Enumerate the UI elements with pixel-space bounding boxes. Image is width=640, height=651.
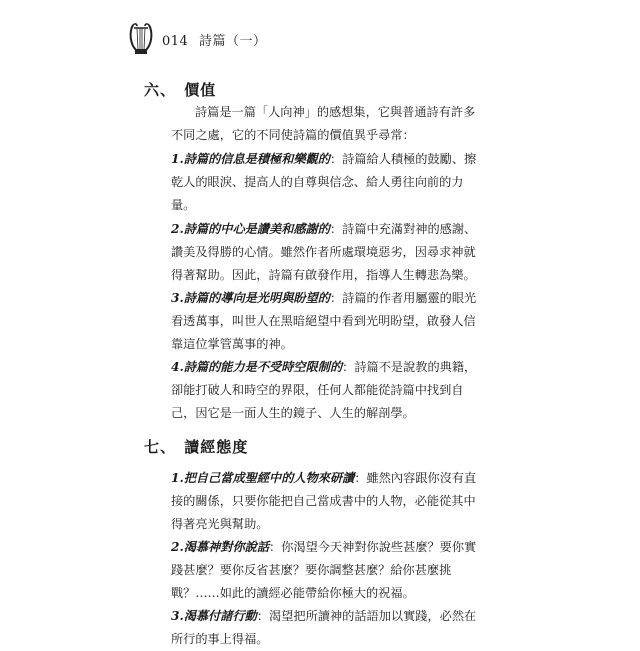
- section-number: 六、: [144, 81, 177, 99]
- section-number: 七、: [144, 438, 177, 456]
- list-item: [171, 536, 483, 605]
- item-text: ：你渴望今天神對你說些甚麼？要你實踐甚麼？要你反省甚麼？要你調整甚麼？給你甚麼挑戰？……如此的讀經必能帶給你極大的祝福。: [171, 540, 477, 600]
- intro-paragraph: 詩篇是一篇「人向神」的感想集，它與普通詩有許多不同之處，它的不同使詩篇的價值異乎尋常：: [171, 105, 476, 142]
- list-item: [171, 148, 483, 217]
- section-heading-value: [144, 79, 216, 100]
- section-title: 讀經態度: [184, 438, 249, 456]
- item-lead: 2.詩篇的中心是讚美和感謝的: [171, 222, 330, 236]
- item-lead: 1.把自己當成聖經中的人物來研讀: [171, 471, 355, 485]
- item-text: ：詩篇的作者用屬靈的眼光看透萬事，叫世人在黑暗絕望中看到光明盼望，啟發人信靠這位掌管萬事的神。: [171, 291, 477, 351]
- item-lead: 3.渴慕付諸行動: [171, 609, 257, 623]
- page-header: [128, 22, 266, 56]
- item-text: ：詩篇中充滿對神的感謝、讚美及得勝的心情。雖然作者所處環境惡劣，因尋求神就得著幫助。因此，詩篇有啟發作用，指導人生轉悲為樂。: [171, 222, 477, 282]
- item-lead: 4.詩篇的能力是不受時空限制的: [171, 360, 343, 374]
- item-text: ：雖然內容跟你沒有直接的關係，只要你能把自己當成書中的人物，必能從其中得著亮光與幫助。: [171, 471, 477, 531]
- running-head: [162, 30, 266, 49]
- list-item: [171, 218, 483, 287]
- item-text: ：詩篇不是說教的典籍，卻能打破人和時空的界限，任何人都能從詩篇中找到自己，因它是一面人生的鏡子、人生的解剖學。: [171, 360, 477, 420]
- item-lead: 2.渴慕神對你說話: [171, 540, 270, 554]
- list-item: [171, 287, 483, 356]
- item-lead: 1.詩篇的信息是積極和樂觀的: [171, 152, 330, 166]
- list-item: [171, 467, 483, 536]
- lyre-icon: [128, 22, 154, 56]
- section-title: 價值: [184, 81, 217, 99]
- item-text: ：渴望把所讀神的話語加以實踐，必然在所行的事上得福。: [171, 609, 477, 646]
- page-number: 014: [162, 33, 189, 49]
- book-title: 詩篇（一）: [198, 33, 267, 49]
- section-heading-attitude: [144, 436, 248, 457]
- item-lead: 3.詩篇的導向是光明與盼望的: [171, 291, 330, 305]
- list-item: [171, 605, 483, 651]
- item-text: ：詩篇給人積極的鼓勵、擦乾人的眼淚、提高人的自尊與信念、給人勇往向前的力量。: [171, 152, 477, 212]
- list-item: [171, 356, 483, 425]
